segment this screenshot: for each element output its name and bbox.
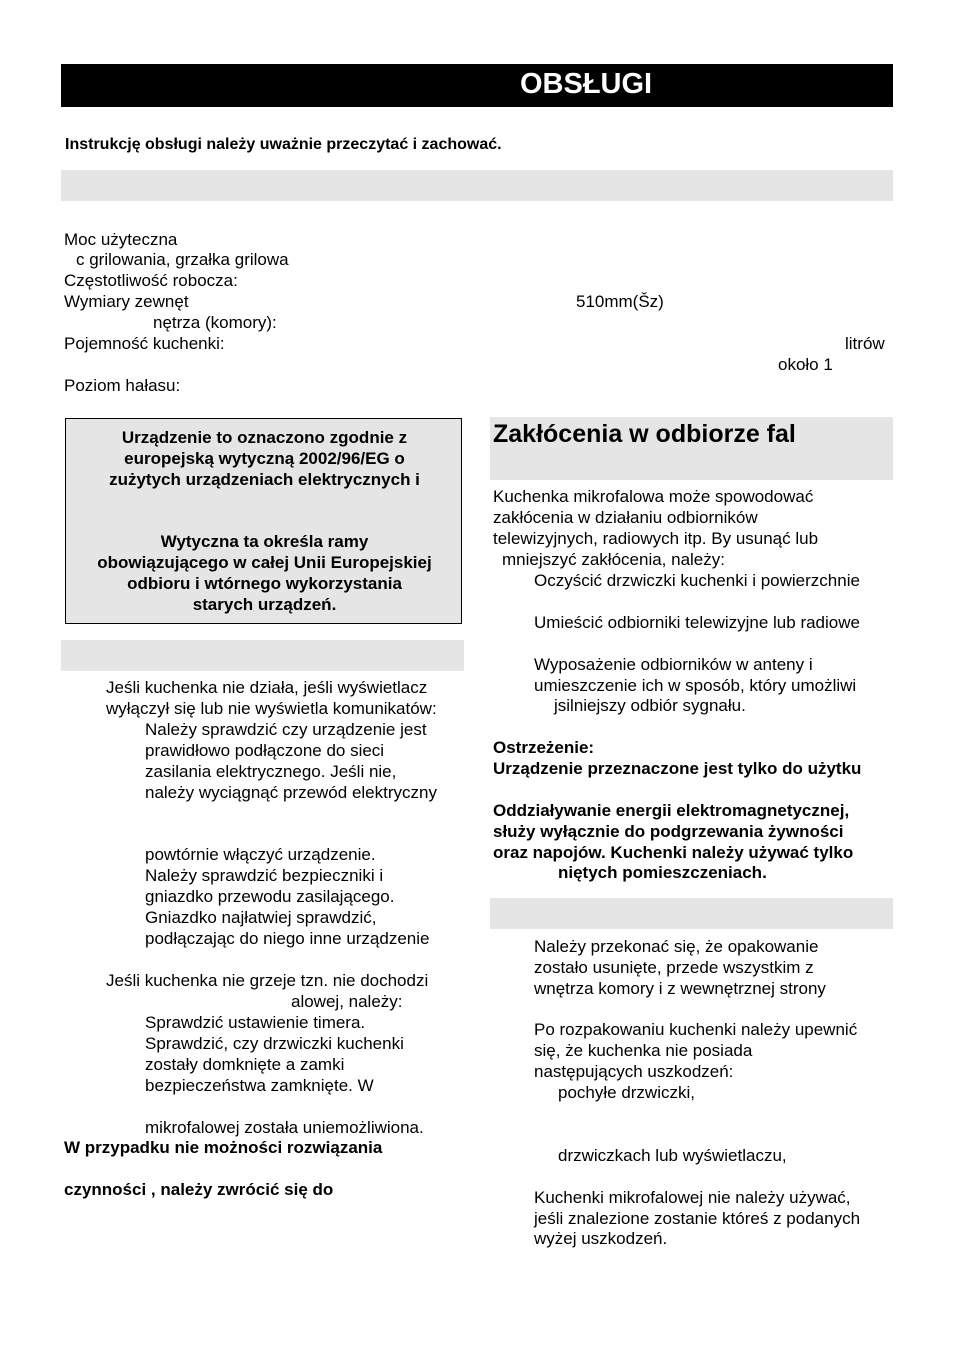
warning-line: Urządzenie przeznaczone jest tylko do użytku [493, 759, 862, 778]
trouble-line: powtórnie włączyć urządzenie. [145, 845, 376, 864]
trouble-line: Jeśli kuchenka nie działa, jeśli wyświetlacz [106, 678, 428, 697]
weee-notice-box [65, 418, 462, 624]
trouble-line: prawidłowo podłączone do sieci [145, 741, 385, 760]
spec-value: około 1 [778, 355, 833, 374]
trouble-line: Należy sprawdzić bezpieczniki i [145, 866, 384, 885]
unpack-line: jeśli znalezione zostanie któreś z podanych [534, 1209, 861, 1228]
unpack-line: Kuchenki mikrofalowej nie należy używać, [534, 1188, 851, 1207]
spec-line: Moc użyteczna [64, 230, 178, 249]
interference-heading: Zakłócenia w odbiorze fal [493, 420, 796, 448]
warning-line: oraz napojów. Kuchenki należy używać tylko [493, 843, 854, 862]
page-title: OBSŁUGI [520, 68, 653, 100]
warning-line: niętych pomieszczeniach. [558, 863, 767, 882]
spec-line: Wymiary zewnęt [64, 292, 189, 311]
trouble-line: czynności , należy zwrócić się do [64, 1180, 334, 1199]
warning-line: Ostrzeżenie: [493, 738, 595, 757]
unpack-line: Należy przekonać się, że opakowanie [534, 937, 819, 956]
trouble-line: mikrofalowej została uniemożliwiona. [145, 1118, 424, 1137]
trouble-line: Sprawdzić, czy drzwiczki kuchenki [145, 1034, 404, 1053]
weee-line: zużytych urządzeniach elektrycznych i [109, 470, 420, 489]
trouble-line: W przypadku nie możności rozwiązania [64, 1138, 383, 1157]
unpack-line: następujących uszkodzeń: [534, 1062, 734, 1081]
unpack-line: pochyłe drzwiczki, [558, 1083, 695, 1102]
section-band-specs [61, 170, 893, 201]
warning-line: służy wyłącznie do podgrzewania żywności [493, 822, 844, 841]
trouble-line: należy wyciągnąć przewód elektryczny [145, 783, 437, 802]
interference-line: jsilniejszy odbiór sygnału. [554, 696, 746, 715]
trouble-line: Należy sprawdzić czy urządzenie jest [145, 720, 427, 739]
weee-line: odbioru i wtórnego wykorzystania [127, 574, 402, 593]
trouble-line: zasilania elektrycznego. Jeśli nie, [145, 762, 397, 781]
interference-line: mniejszyć zakłócenia, należy: [502, 550, 725, 569]
weee-line: Wytyczna ta określa ramy [160, 532, 369, 551]
unpack-line: zostało usunięte, przede wszystkim z [534, 958, 814, 977]
warning-line: Oddziaływanie energii elektromagnetycznej, [493, 801, 850, 820]
trouble-line: bezpieczeństwa zamknięte. W [145, 1076, 374, 1095]
interference-line: Kuchenka mikrofalowa może spowodować [493, 487, 814, 506]
weee-line: Urządzenie to oznaczono zgodnie z [121, 428, 408, 447]
spec-line: Częstotliwość robocza: [64, 271, 238, 290]
spec-line: Poziom hałasu: [64, 376, 181, 395]
intro-text: Instrukcję obsługi należy uważnie przeczytać i zachować. [65, 136, 502, 153]
interference-line: umieszczenie ich w sposób, który umożliwi [534, 676, 857, 695]
interference-line: telewizyjnych, radiowych itp. By usunąć lub [493, 529, 819, 548]
trouble-line: zostały domknięte a zamki [145, 1055, 345, 1074]
unpack-line: Po rozpakowaniu kuchenki należy upewnić [534, 1020, 858, 1039]
trouble-line: Gniazdko najłatwiej sprawdzić, [145, 908, 377, 927]
title-bar [61, 64, 893, 107]
trouble-line: Jeśli kuchenka nie grzeje tzn. nie dochodzi [106, 971, 429, 990]
section-band-unpack [490, 898, 893, 929]
trouble-line: gniazdko przewodu zasilającego. [145, 887, 395, 906]
spec-line: nętrza (komory): [153, 313, 277, 332]
spec-line: Pojemność kuchenki: [64, 334, 225, 353]
trouble-line: podłączając do niego inne urządzenie [145, 929, 430, 948]
interference-line: Oczyścić drzwiczki kuchenki i powierzchnie [534, 571, 860, 590]
spec-line: c grilowania, grzałka grilowa [76, 250, 289, 269]
trouble-line: wyłączył się lub nie wyświetla komunikatów: [106, 699, 437, 718]
trouble-line: alowej, należy: [291, 992, 403, 1011]
trouble-line: Sprawdzić ustawienie timera. [145, 1013, 366, 1032]
unpack-line: wnętrza komory i z wewnętrznej strony [534, 979, 826, 998]
unpack-line: drzwiczkach lub wyświetlaczu, [558, 1146, 787, 1165]
unpack-line: się, że kuchenka nie posiada [534, 1041, 753, 1060]
weee-line: obowiązującego w całej Unii Europejskiej [97, 553, 432, 572]
section-band-trouble [61, 640, 464, 671]
spec-value: litrów [845, 334, 885, 353]
weee-line: europejską wytyczną 2002/96/EG o [124, 449, 405, 468]
unpack-line: wyżej uszkodzeń. [534, 1229, 668, 1248]
interference-line: zakłócenia w działaniu odbiorników [493, 508, 758, 527]
interference-line: Umieścić odbiorniki telewizyjne lub radiowe [534, 613, 860, 632]
spec-value: 510mm(Šz) [576, 292, 664, 311]
interference-line: Wyposażenie odbiorników w anteny i [534, 655, 813, 674]
weee-line: starych urządzeń. [192, 595, 337, 614]
